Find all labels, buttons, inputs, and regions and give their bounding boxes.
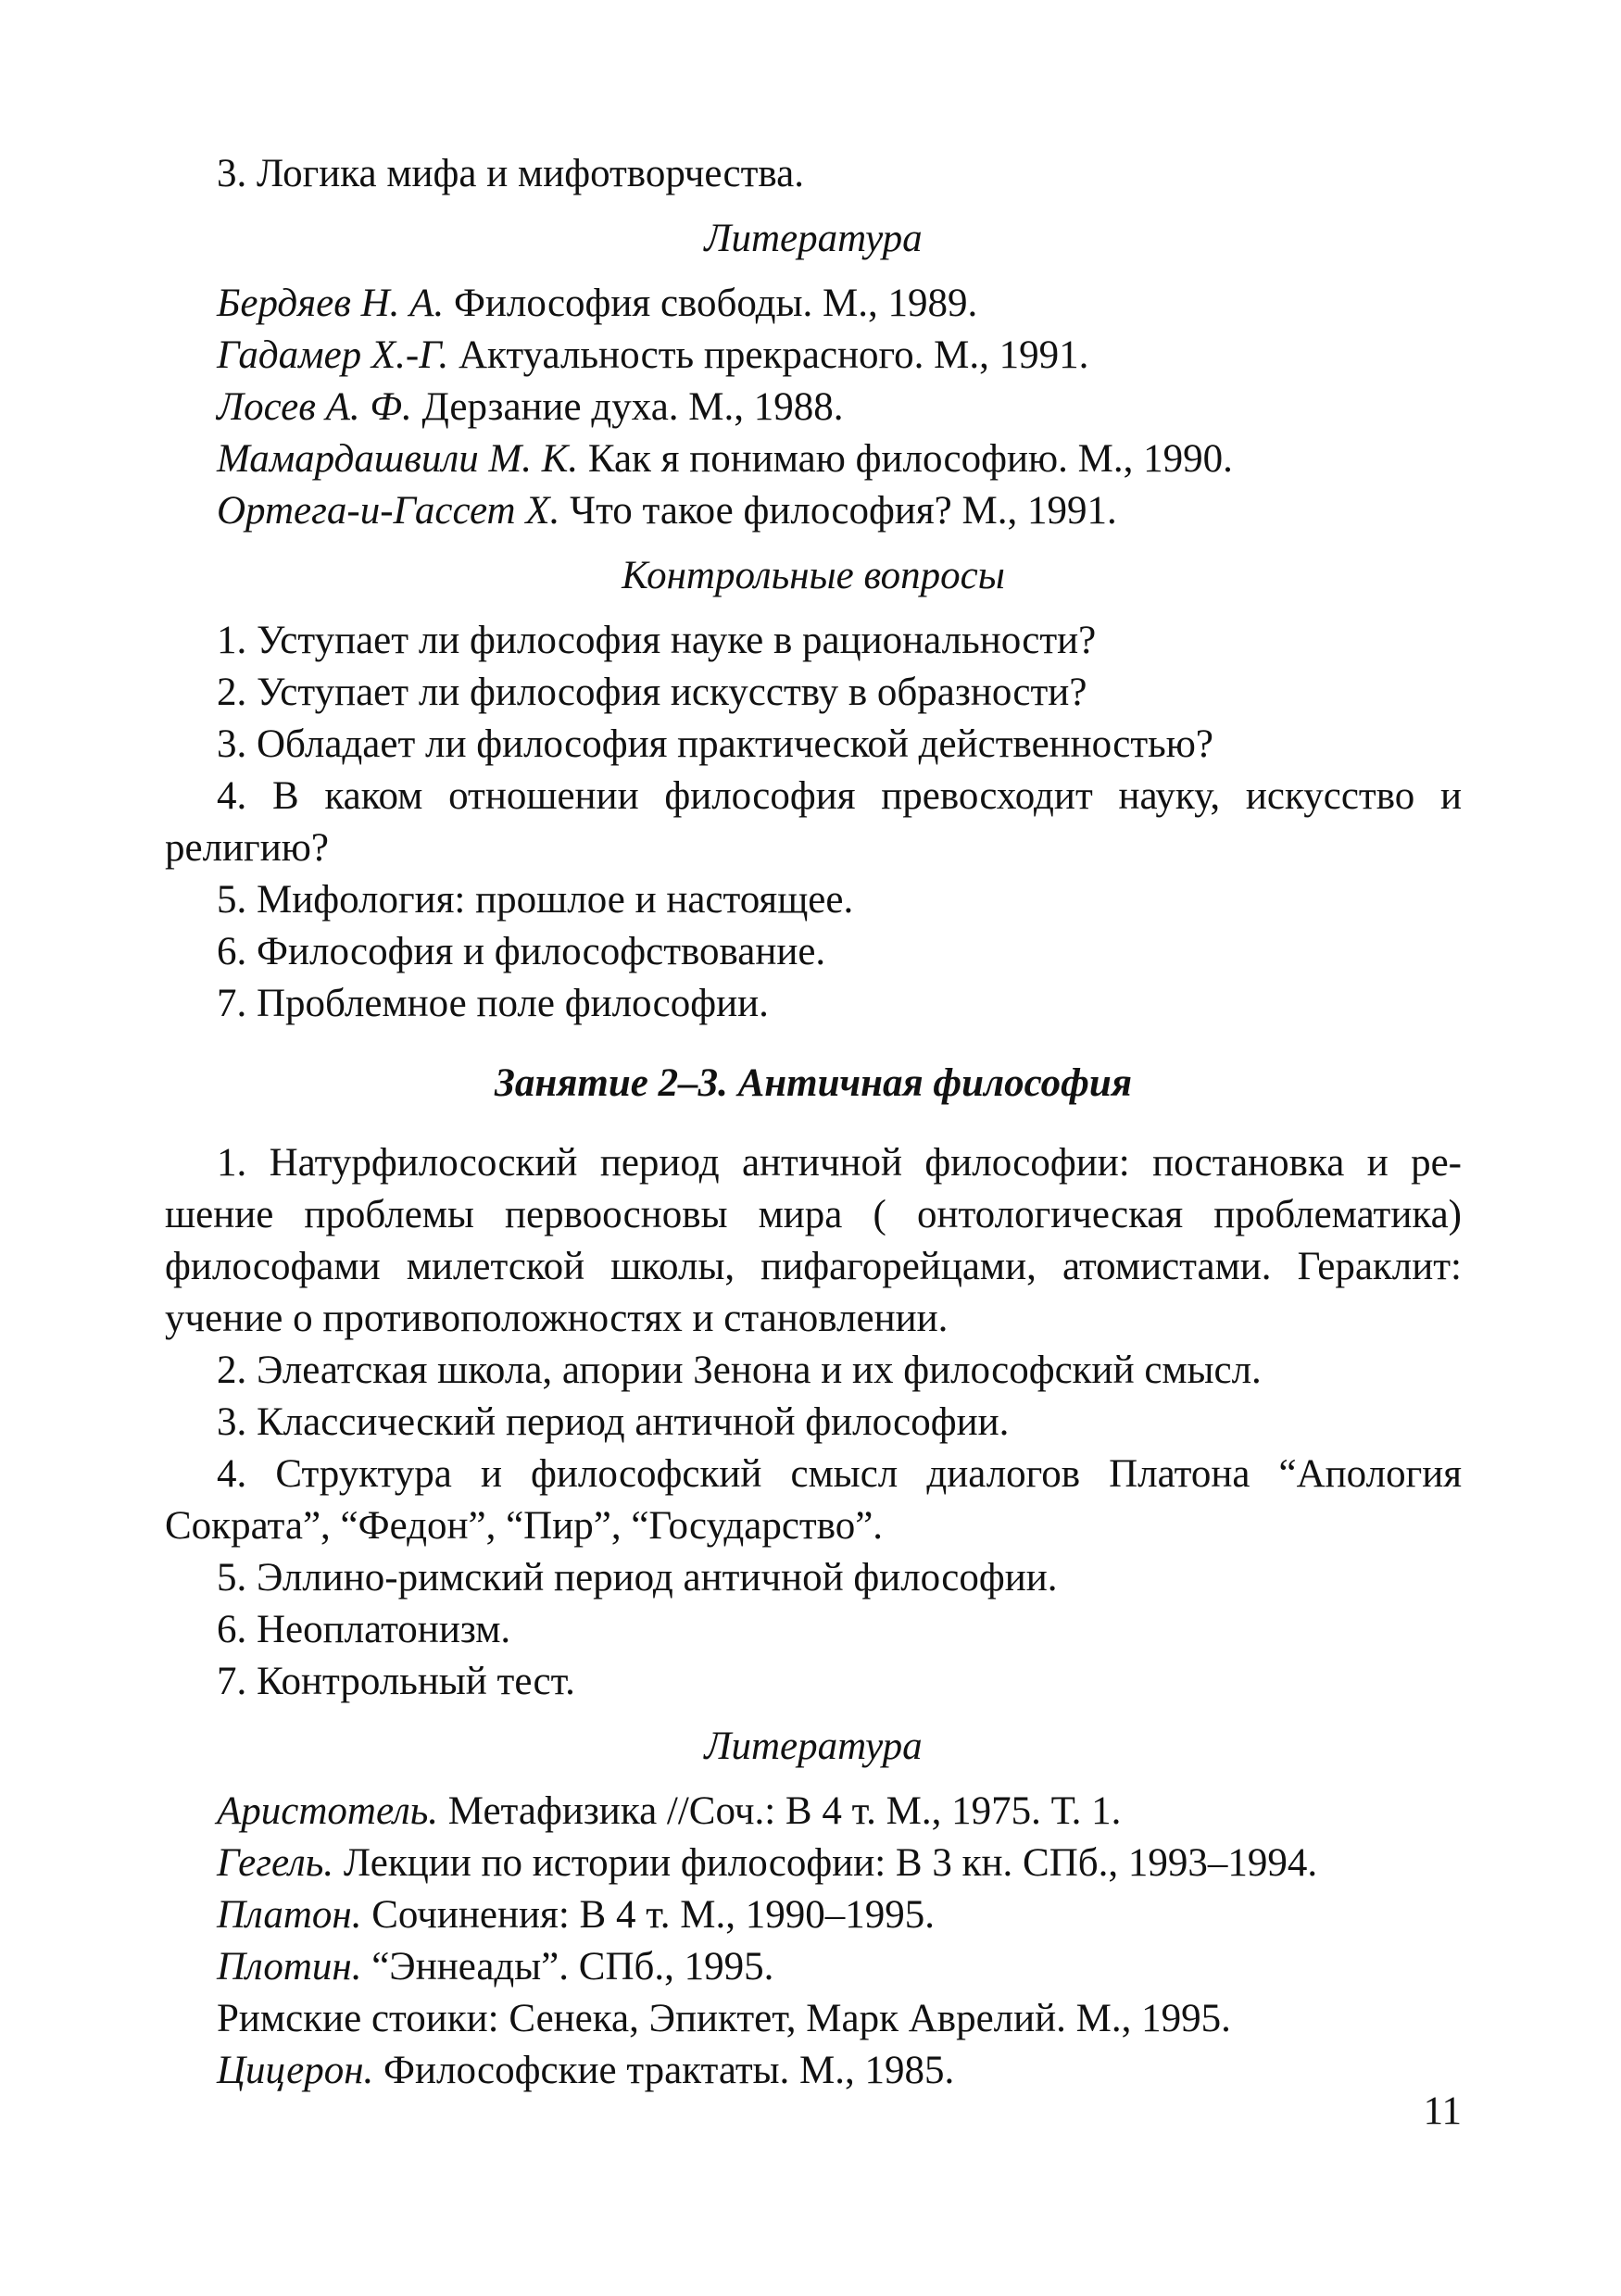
lesson-item-continuation: шение проблемы первоосновы мира ( онтологическая проблематика): [165, 1193, 1462, 1236]
reference-author: Мамардашвили М. К.: [217, 437, 579, 481]
lesson-title: Занятие 2–3. Античная философия: [495, 1061, 1132, 1105]
question-item-continuation: религию?: [165, 826, 329, 870]
question-item: 3. Обладает ли философия практической действенностью?: [217, 722, 1213, 766]
lesson-item: 7. Контрольный тест.: [217, 1660, 575, 1703]
reference-item: [165, 2045, 1462, 2097]
lesson-item-continuation: учение о противоположностях и становлении.: [165, 1297, 949, 1340]
lesson-item: 5. Эллино-римский период античной философии.: [217, 1556, 1058, 1600]
lesson-item: 2. Элеатская школа, апории Зенона и их философский смысл.: [217, 1349, 1262, 1392]
reference-item: [165, 1993, 1462, 2045]
reference-text: Лекции по истории философии: В 3 кн. СПб., 1993–1994.: [333, 1841, 1318, 1885]
list-item: 3. Логика мифа и мифотворчества.: [217, 152, 804, 195]
lesson-item-continuation: философами милетской школы, пифагорейцами, атомистами. Гераклит:: [165, 1245, 1462, 1288]
reference-item: [165, 1941, 1462, 1993]
reference-item: [165, 433, 1462, 485]
lesson-item: 6. Неоплатонизм.: [217, 1608, 511, 1651]
lesson-item: 1. Натурфилосоский период античной философии: постановка и ре-: [217, 1141, 1462, 1185]
question-item: 1. Уступает ли философия науке в рациональности?: [217, 619, 1097, 662]
question-item: 5. Мифология: прошлое и настоящее.: [217, 878, 854, 922]
reference-author: Гадамер Х.-Г.: [217, 333, 449, 377]
reference-text: Как я понимаю философию. М., 1990.: [578, 437, 1233, 481]
reference-author: Аристотель.: [217, 1789, 439, 1833]
reference-text: Актуальность прекрасного. М., 1991.: [448, 333, 1089, 377]
reference-text: “Эннеады”. СПб., 1995.: [361, 1945, 774, 1989]
reference-item: [165, 382, 1462, 433]
questions-heading: Контрольные вопросы: [622, 554, 1005, 597]
reference-text: Философия свободы. М., 1989.: [444, 282, 978, 325]
lesson-item: 4. Структура и философский смысл диалогов Платона “Апология: [217, 1452, 1462, 1496]
page-number: 11: [1423, 2089, 1462, 2133]
question-item: 2. Уступает ли философия искусству в образности?: [217, 671, 1087, 714]
reference-author: Платон.: [217, 1893, 362, 1937]
reference-text: Метафизика //Соч.: В 4 т. М., 1975. Т. 1.: [438, 1789, 1122, 1833]
reference-author: Бердяев Н. А.: [217, 282, 445, 325]
reference-item: [165, 330, 1462, 382]
lesson-item: 3. Классический период античной философии.: [217, 1400, 1010, 1444]
reference-text: Сочинения: В 4 т. М., 1990–1995.: [361, 1893, 935, 1937]
question-item: 7. Проблемное поле философии.: [217, 982, 769, 1025]
reference-item: [165, 278, 1462, 330]
reference-item: [165, 1786, 1462, 1838]
reference-author: Ортега-и-Гассет Х.: [217, 489, 560, 533]
reference-text: Римские стоики: Сенека, Эпиктет, Марк Аврелий. М., 1995.: [217, 1997, 1231, 2040]
reference-author: Лосев А. Ф.: [217, 385, 412, 429]
reference-item: [165, 485, 1462, 537]
reference-item: [165, 1889, 1462, 1941]
reference-text: Философские трактаты. М., 1985.: [373, 2049, 955, 2092]
lesson-item-continuation: Сократа”, “Федон”, “Пир”, “Государство”.: [165, 1504, 884, 1548]
reference-item: [165, 1838, 1462, 1889]
reference-author: Плотин.: [217, 1945, 362, 1989]
reference-author: Цицерон.: [217, 2049, 374, 2092]
reference-text: Дерзание духа. М., 1988.: [411, 385, 844, 429]
question-item: 6. Философия и философствование.: [217, 930, 826, 973]
literature-heading: Литература: [704, 217, 923, 260]
question-item: 4. В каком отношении философия превосходит науку, искусство и: [217, 774, 1462, 818]
reference-author: Гегель.: [217, 1841, 334, 1885]
literature-heading: Литература: [704, 1725, 923, 1768]
page-body: [165, 148, 1462, 2097]
reference-text: Что такое философия? М., 1991.: [559, 489, 1117, 533]
